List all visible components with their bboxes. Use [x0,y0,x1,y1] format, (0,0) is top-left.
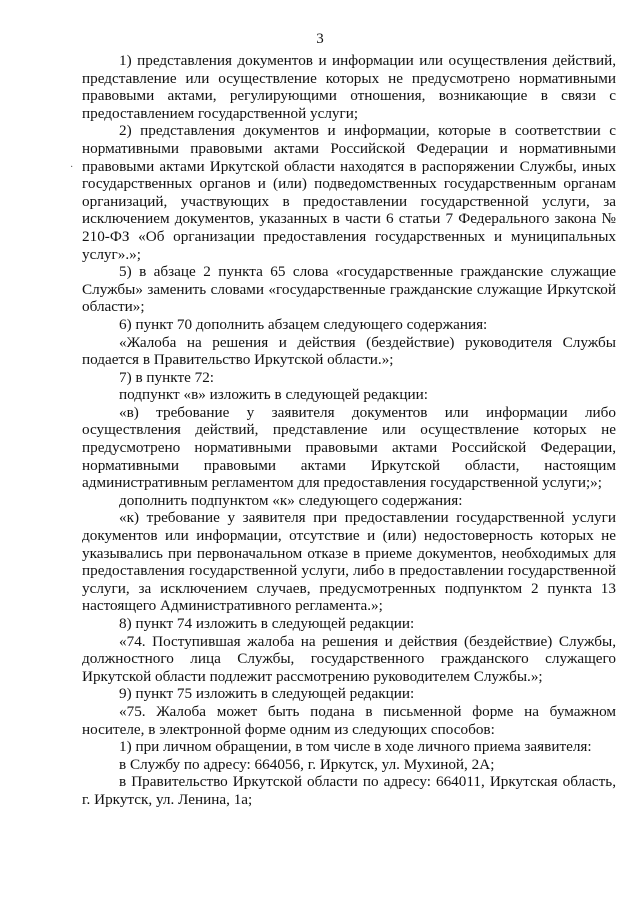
paragraph: в Правительство Иркутской области по адресу: 664011, Иркутская область, г. Иркутск, ул. Ленина, 1а; [82,773,616,808]
paragraph: 9) пункт 75 изложить в следующей редакции: [119,685,415,703]
paragraph: дополнить подпунктом «к» следующего содержания: [119,491,463,509]
paragraph: «Жалоба на решения и действия (бездействие) руководителя Службы подается в Правительство Иркутской области.»; [82,333,616,369]
paragraph: 5) в абзаце 2 пункта 65 слова «государственные гражданские служащие Службы» заменить словами «государственные гражданские служащие Иркутской области»; [82,263,616,316]
paragraph: 2) представления документов и информации, которые в соответствии с нормативными правовыми актами Российской Федерации и нормативными правовыми актами Иркутской области находятся в распоряжении Службы, иных государственных органов и (или) подведомственных государственным органам организаций, участвующих в предоставлении государственной услуги, за исключением документов, указанных в части 6 статьи 7 Федерального закона № 210-ФЗ «Об организации предоставления государственных и муниципальных услуг».»; [82,122,616,263]
paragraph: 6) пункт 70 дополнить абзацем следующего содержания: [119,315,488,333]
page-number: 3 [316,31,324,47]
document-body [82,52,616,809]
paragraph: подпункт «в» изложить в следующей редакции: [119,386,428,404]
paragraph: 1) при личном обращении, в том числе в ходе личного приема заявителя: [119,738,592,756]
paragraph: 1) представления документов и информации или осуществления действий, представление или осуществление которых не предусмотрено нормативными правовыми актами, регулирующими отношения, возникающие в связи с предоставлением государственной услуги; [82,52,616,122]
paragraph: «в) требование у заявителя документов или информации либо осуществления действий, представление или осуществление которых не предусмотрено нормативными правовыми актами Российской Федерации, нормативными правовыми актами Иркутской области, настоящим административным регламентом для предоставления государственной услуги;»; [82,403,616,492]
paragraph: в Службу по адресу: 664056, г. Иркутск, ул. Мухиной, 2А; [119,755,495,773]
paragraph: «74. Поступившая жалоба на решения и действия (бездействие) Службы, должностного лица Службы, государственного гражданского служащего Иркутской области подлежит рассмотрению руководителем Службы.»; [82,632,616,685]
paragraph: 7) в пункте 72: [119,368,215,386]
paragraph: «75. Жалоба может быть подана в письменной форме на бумажном носителе, в электронной форме одним из следующих способов: [82,702,616,738]
paragraph: «к) требование у заявителя при предоставлении государственной услуги документов или информации, отсутствие и (или) недостоверность которых не указывались при первоначальном отказе в приеме документов, необходимых для предоставления государственной услуги, либо в предоставлении государственной услуги, за исключением случаев, предусмотренных подпунктом 2 пункта 13 настоящего Административного регламента.»; [82,509,616,615]
margin-mark: · [70,162,74,173]
paragraph: 8) пункт 74 изложить в следующей редакции: [119,615,415,632]
